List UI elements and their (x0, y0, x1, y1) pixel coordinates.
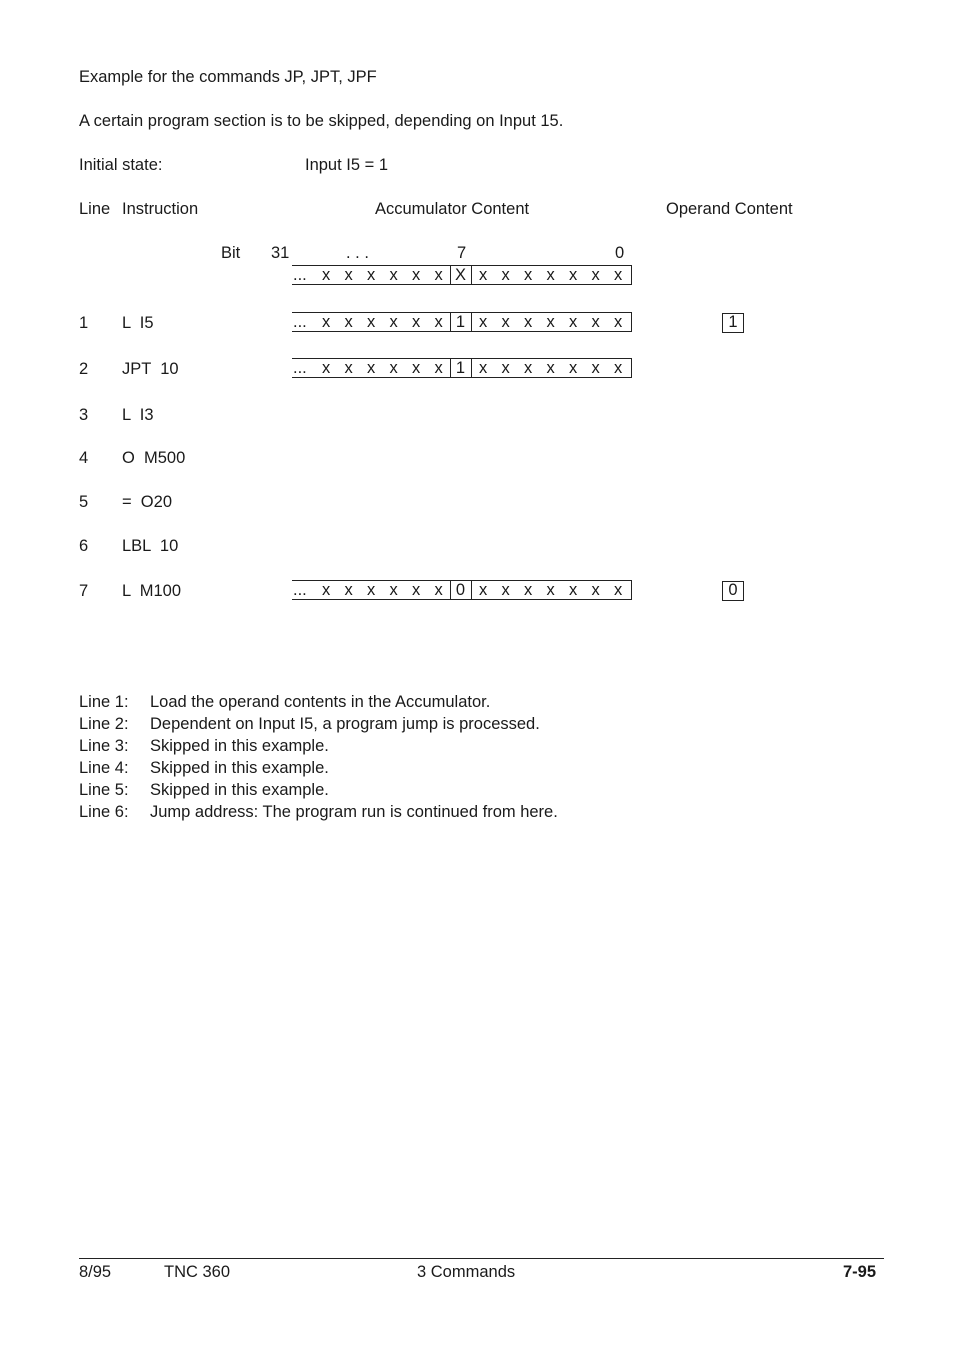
line-instruction: L M100 (122, 582, 182, 600)
bit-value: x (322, 359, 331, 377)
footer-date: 8/95 (79, 1263, 112, 1281)
bit-value: x (524, 266, 533, 284)
accumulator-high-bits (292, 312, 450, 332)
accumulator-register (292, 358, 632, 380)
bit-value: x (389, 359, 398, 377)
bit-value: x (322, 266, 331, 284)
bit-value: x (501, 359, 510, 377)
line-number: 1 (79, 314, 89, 332)
note-text: Skipped in this example. (150, 737, 329, 755)
note-label: Line 3: (79, 737, 129, 755)
bit-7-value: 0 (455, 581, 466, 599)
footer-page-number: 7-95 (843, 1263, 877, 1281)
line-number: 5 (79, 493, 89, 511)
bit-31: 31 (271, 244, 290, 262)
bit-value: x (389, 313, 398, 331)
operand-content-box: 1 (722, 313, 744, 333)
accumulator-high-bits (292, 358, 450, 378)
footer-chapter: 3 Commands (417, 1263, 516, 1281)
note-label: Line 1: (79, 693, 129, 711)
bit-value: x (546, 359, 555, 377)
accumulator-low-bits (472, 580, 632, 600)
bits-ellipsis: ... (293, 359, 307, 377)
note-text: Skipped in this example. (150, 759, 329, 777)
bit-value: x (367, 359, 376, 377)
accumulator-low-bits (472, 358, 632, 378)
bits-ellipsis: ... (293, 313, 307, 331)
header-operand: Operand Content (666, 200, 793, 218)
bit-value: x (412, 313, 421, 331)
bit-value: x (591, 313, 600, 331)
line-number: 7 (79, 582, 89, 600)
bit-value: x (389, 266, 398, 284)
bits-ellipsis: ... (293, 266, 307, 284)
note-text: Skipped in this example. (150, 781, 329, 799)
line-instruction: JPT 10 (122, 360, 179, 378)
bit-value: x (524, 581, 533, 599)
accumulator-bit-7 (450, 580, 472, 600)
header-instruction: Instruction (122, 200, 199, 218)
bit-value: x (614, 581, 623, 599)
bit-value: x (501, 313, 510, 331)
line-instruction: LBL 10 (122, 537, 179, 555)
bit-value: x (367, 266, 376, 284)
line-instruction: L I5 (122, 314, 154, 332)
bit-value: x (434, 313, 443, 331)
note-label: Line 5: (79, 781, 129, 799)
bit-7: 7 (457, 244, 467, 262)
bit-value: x (591, 359, 600, 377)
bit-value: x (546, 313, 555, 331)
line-instruction: = O20 (122, 493, 172, 511)
bit-value: x (367, 581, 376, 599)
accumulator-bit-7 (450, 312, 472, 332)
bit-value: x (367, 313, 376, 331)
intro-text: A certain program section is to be skipped, depending on Input 15. (79, 112, 564, 130)
bit-value: x (614, 359, 623, 377)
header-accumulator: Accumulator Content (375, 200, 530, 218)
bits-ellipsis: ... (293, 581, 307, 599)
bit-value: x (569, 359, 578, 377)
bit-0: 0 (615, 244, 625, 262)
note-text: Load the operand contents in the Accumulator. (150, 693, 491, 711)
bit-value: x (344, 266, 353, 284)
bit-value: x (524, 359, 533, 377)
bit-value: x (322, 313, 331, 331)
accumulator-bit-7 (450, 265, 472, 285)
note-label: Line 4: (79, 759, 129, 777)
bit-value: x (434, 581, 443, 599)
operand-content-box: 0 (722, 581, 744, 601)
bit-value: x (412, 359, 421, 377)
initial-state-label: Initial state: (79, 156, 163, 174)
header-line: Line (79, 200, 111, 218)
bit-value: x (501, 266, 510, 284)
line-instruction: O M500 (122, 449, 186, 467)
bit-value: x (546, 581, 555, 599)
bit-label: Bit (221, 244, 241, 262)
line-number: 2 (79, 360, 89, 378)
note-text: Dependent on Input I5, a program jump is processed. (150, 715, 540, 733)
line-number: 3 (79, 406, 89, 424)
bit-value: x (434, 359, 443, 377)
note-label: Line 2: (79, 715, 129, 733)
accumulator-high-bits (292, 580, 450, 600)
heading: Example for the commands JP, JPT, JPF (79, 68, 377, 86)
bit-value: x (614, 313, 623, 331)
bit-value: x (434, 266, 443, 284)
bit-7-value: X (454, 266, 466, 284)
bit-value: x (614, 266, 623, 284)
bit-value: x (524, 313, 533, 331)
accumulator-bit-7 (450, 358, 472, 378)
bit-value: x (412, 266, 421, 284)
bit-value: x (569, 313, 578, 331)
bit-value: x (479, 581, 488, 599)
bit-value: x (389, 581, 398, 599)
bit-value: x (591, 266, 600, 284)
bit-7-value: 1 (455, 359, 466, 377)
bit-value: x (344, 581, 353, 599)
bit-value: x (479, 313, 488, 331)
bit-value: x (591, 581, 600, 599)
note-text: Jump address: The program run is continued from here. (150, 803, 558, 821)
bit-value: x (344, 313, 353, 331)
bit-dots: . . . (346, 244, 369, 262)
footer-product: TNC 360 (164, 1263, 231, 1281)
accumulator-low-bits (472, 312, 632, 332)
footer-rule (79, 1258, 884, 1259)
line-number: 6 (79, 537, 89, 555)
bit-value: x (344, 359, 353, 377)
bit-value: x (546, 266, 555, 284)
line-number: 4 (79, 449, 89, 467)
bit-value: x (322, 581, 331, 599)
bit-value: x (479, 266, 488, 284)
accumulator-register (292, 312, 632, 334)
accumulator-register (292, 265, 632, 287)
note-label: Line 6: (79, 803, 129, 821)
bit-value: x (569, 581, 578, 599)
accumulator-low-bits (472, 265, 632, 285)
bit-value: x (412, 581, 421, 599)
bit-value: x (569, 266, 578, 284)
accumulator-high-bits (292, 265, 450, 285)
bit-7-value: 1 (455, 313, 466, 331)
accumulator-register (292, 580, 632, 602)
line-instruction: L I3 (122, 406, 154, 424)
bit-value: x (501, 581, 510, 599)
initial-state-value: Input I5 = 1 (305, 156, 389, 174)
bit-value: x (479, 359, 488, 377)
